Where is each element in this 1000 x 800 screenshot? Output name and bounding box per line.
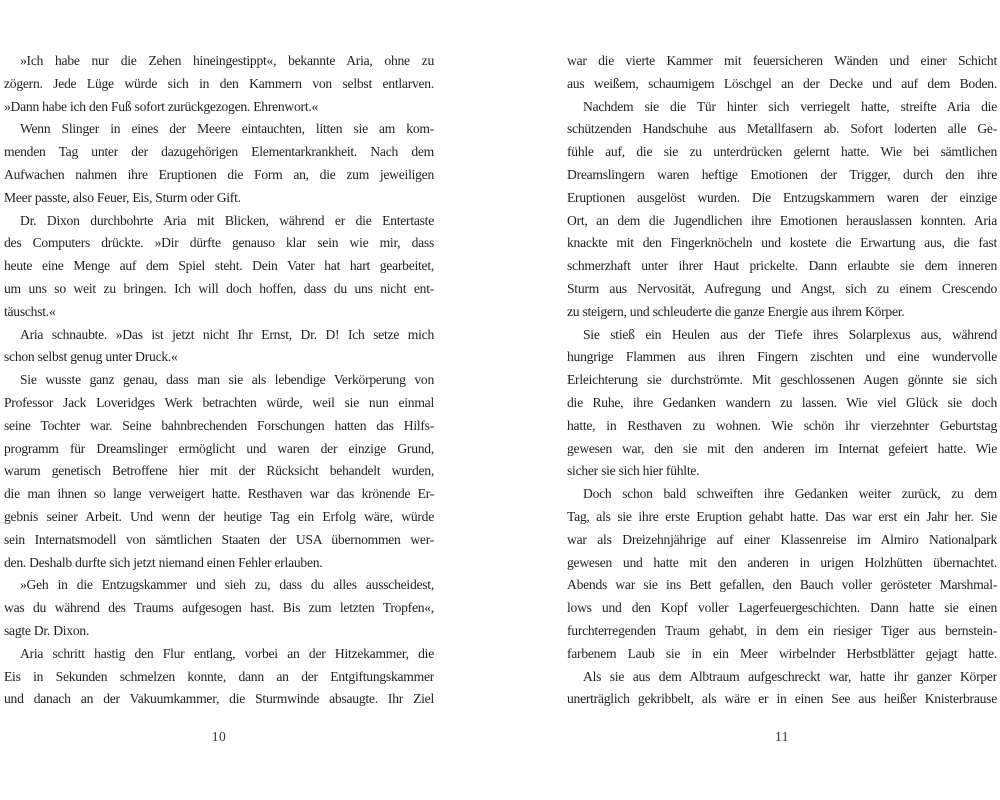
text-line: Sie wusste ganz genau, dass man sie als lebendige Verkörperung von — [20, 372, 434, 388]
text-line: Nachdem sie die Tür hinter sich verriegelt hatte, streifte Aria die — [583, 98, 997, 114]
text-line: sicher sie sich hier fühlte. — [567, 463, 700, 479]
text-line: was du während des Traums aufgesogen hast. Bis zum letzten Tropfen«, — [4, 600, 434, 616]
text-line: knackte mit den Fingerknöcheln und kostete die Erwartung aus, die fast — [567, 235, 997, 251]
text-line: den. Deshalb durfte sich jetzt niemand einen Fehler erlauben. — [4, 554, 323, 570]
text-line: Eis in Sekunden schmelzen konnte, dann an der Entgiftungskammer — [4, 668, 434, 684]
text-line: schon selbst genug unter Druck.« — [4, 349, 178, 365]
text-line: unerträglich gekribbelt, als wäre er in einen See aus heißer Knisterbrause — [567, 691, 997, 707]
text-line: »Geh in die Entzugskammer und sieh zu, dass du alles ausscheidest, — [20, 577, 434, 593]
text-line: schützenden Handschuhe aus Metallfasern ab. Sofort loderten alle Ge- — [567, 121, 997, 137]
text-line: um uns so weit zu bringen. Ich will doch hoffen, dass du uns nicht ent- — [4, 280, 434, 296]
text-line: heute eine Menge auf dem Spiel steht. Dein Vater hat hart gearbeitet, — [4, 258, 434, 274]
text-line: Aria schritt hastig den Flur entlang, vorbei an der Hitzekammer, die — [20, 645, 434, 661]
text-line: zu steigern, und schleuderte die ganze Energie aus ihrem Körper. — [567, 303, 905, 319]
text-line: lows und den Kopf voller Lagerfeuergeschichten. Dann hatte sie einen — [567, 600, 997, 616]
text-line: sagte Dr. Dixon. — [4, 622, 90, 638]
text-line: Aria schnaubte. »Das ist jetzt nicht Ihr Ernst, Dr. D! Ich setze mich — [20, 326, 434, 342]
text-line: Dr. Dixon durchbohrte Aria mit Blicken, während er die Entertaste — [20, 212, 434, 228]
text-line: zögern. Jede Lüge würde sich in den Kammern von selbst entlarven. — [4, 75, 434, 91]
page-number-right: 11 — [775, 729, 789, 744]
text-line: aus weißem, schaumigem Löschgel an der Decke und auf dem Boden. — [567, 75, 997, 91]
text-line: Ort, an dem die Jugendlichen ihre Emotionen herauslassen konnten. Aria — [567, 212, 997, 228]
text-line: programm für Dreamslinger ermöglicht und waren der einzige Grund, — [4, 440, 434, 456]
text-line: furchterregenden Traum gehabt, in dem ein riesiger Tiger aus bernstein- — [567, 622, 997, 638]
text-line: seine Tochter war. Seine bahnbrechenden Forschungen hatten das Hilfs- — [4, 417, 434, 433]
text-line: Erleichterung sie durchströmte. Mit geschlossenen Augen gönnte sie sich — [567, 372, 997, 388]
text-line: gewesen war, den sie mit den anderen im Internat gefeiert hatte. Wie — [567, 440, 997, 456]
text-line: Als sie aus dem Albtraum aufgeschreckt war, hatte ihr ganzer Körper — [583, 668, 997, 684]
text-line: und danach an der Vakuumkammer, die Sturmwinde absaugte. Ihr Ziel — [4, 691, 434, 707]
text-line: menden Tag unter der dazugehörigen Elementarkrankheit. Nach dem — [4, 144, 434, 160]
text-line: Sie stieß ein Heulen aus der Tiefe ihres Solarplexus aus, während — [583, 326, 997, 342]
text-line: gewesen und hatte mit den anderen in urigen Holzhütten übernachtet. — [567, 554, 997, 570]
text-line: Doch schon bald schweiften ihre Gedanken weiter zurück, zu dem — [583, 486, 997, 502]
text-line: Tag, als sie ihre erste Eruption gehabt hatte. Das war erst ein Jahr her. Sie — [567, 508, 997, 524]
text-line: hatte, in Resthaven zu wohnen. Wie schön ihr vierzehnter Geburtstag — [567, 417, 997, 433]
text-line: Abends war sie ins Bett gefallen, den Bauch voller gerösteter Marshmal- — [567, 577, 997, 593]
text-line: fühle auf, die sie zu unterdrücken gelernt hatte. Wie bei sämtlichen — [567, 144, 997, 160]
text-line: Aufwachen nahmen ihre Eruptionen die Form an, die zum jeweiligen — [4, 166, 434, 182]
page-right-text — [567, 50, 997, 711]
text-line: die Ruhe, ihre Gedanken wandern zu lassen. Wie viel Glück sie doch — [567, 394, 997, 410]
text-line: war als Dreizehnjährige auf einer Klassenreise im Almiro Nationalpark — [567, 531, 997, 547]
text-line: Wenn Slinger in eines der Meere eintauchten, litten sie am kom- — [20, 121, 434, 137]
text-line: »Ich habe nur die Zehen hineingestippt«, bekannte Aria, ohne zu — [20, 53, 434, 68]
page-left-text — [4, 50, 434, 711]
text-line: Meer passte, also Feuer, Eis, Sturm oder Gift. — [4, 189, 241, 205]
text-line: gebnis seiner Arbeit. Und wenn der heutige Tag ein Erfolg wäre, würde — [4, 508, 434, 524]
text-line: Professor Jack Loveridges Werk betrachten würde, weil sie nun einmal — [4, 394, 434, 410]
text-line: Eruptionen ausgelöst wurden. Die Entzugskammern waren der einzige — [567, 189, 997, 205]
text-line: sein Internatsmodell von sämtlichen Staaten der USA übernommen wer- — [4, 531, 434, 547]
text-line: warum genetisch Betroffene hier mit der Rücksicht behandelt wurden, — [4, 463, 434, 479]
text-line: farbenem Laub sie in ein Meer wirbelnder Herbstblätter gejagt hatte. — [567, 645, 997, 661]
text-line: hungrige Flammen aus ihren Fingern zischten und eine wundervolle — [567, 349, 997, 365]
page-right — [567, 50, 997, 770]
text-line: »Dann habe ich den Fuß sofort zurückgezogen. Ehrenwort.« — [4, 98, 319, 114]
text-line: täuschst.« — [4, 303, 56, 319]
text-line: des Computers drückte. »Dir dürfte genauso klar sein wie mir, dass — [4, 235, 434, 251]
text-line: schmerzhaft unter ihrer Haut prickelte. Dann erlaubte sie dem inneren — [567, 258, 997, 274]
text-line: war die vierte Kammer mit feuersicheren Wänden und einer Schicht — [567, 53, 997, 68]
text-line: Sturm aus Nervosität, Aufregung und Angst, sich zu einem Crescendo — [567, 280, 997, 296]
page-number-left: 10 — [211, 729, 227, 744]
text-line: Dreamslingern waren heftige Emotionen der Trigger, durch den ihre — [567, 166, 997, 182]
text-line: die man ihnen so lange verweigert hatte. Resthaven war das krönende Er- — [4, 486, 434, 502]
page-left — [4, 50, 434, 770]
